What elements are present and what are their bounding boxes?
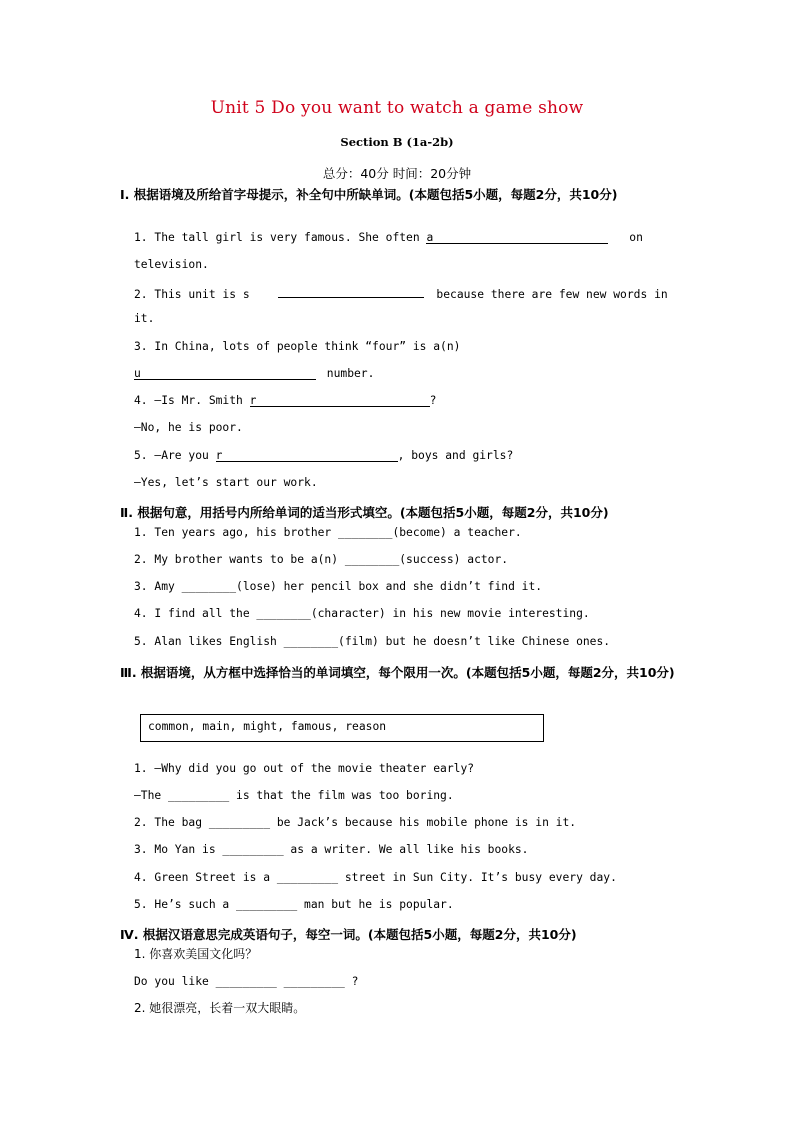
part1-q4-answer: —No, he is poor. — [134, 421, 243, 434]
part1-q3-cont — [134, 367, 374, 381]
part2-item: 2. My brother wants to be a(n) ________(success) actor. — [134, 553, 509, 566]
part3-item: —The _________ is that the film was too boring. — [134, 789, 454, 802]
word-box-text: common, main, might, famous, reason — [148, 720, 387, 733]
part1-q1 — [134, 231, 643, 245]
part3-item: 4. Green Street is a _________ street in Sun City. It’s busy every day. — [134, 871, 617, 884]
part4-q1-english: Do you like _________ _________ ? — [134, 975, 359, 988]
part2-item: 3. Amy ________(lose) her pencil box and she didn’t find it. — [134, 580, 543, 593]
part1-heading: Ⅰ. 根据语境及所给首字母提示，补全句中所缺单词。(本题包括5小题，每题2分，共10分) — [120, 187, 618, 202]
part3-item: 1. —Why did you go out of the movie theater early? — [134, 762, 475, 775]
part3-heading: Ⅲ. 根据语境，从方框中选择恰当的单词填空，每个限用一次。(本题包括5小题，每题2分，共10分) — [120, 665, 675, 680]
part4-q1-chinese: 1. 你喜欢美国文化吗？ — [134, 947, 258, 961]
q1-text: 1. The tall girl is very famous. She often — [134, 231, 427, 244]
part1-q2 — [134, 285, 668, 302]
part1-q3: 3. In China, lots of people think “four” is a(n) — [134, 340, 461, 353]
word-box — [140, 714, 544, 742]
part4-heading: Ⅳ. 根据汉语意思完成英语句子，每空一词。(本题包括5小题，每题2分，共10分) — [120, 927, 577, 942]
q3-blank: u — [134, 367, 316, 380]
part1-q1-cont: television. — [134, 258, 209, 271]
part3-item: 3. Mo Yan is _________ as a writer. We all like his books. — [134, 843, 529, 856]
q2-text: 2. This unit is s — [134, 288, 250, 301]
q2-blank — [278, 285, 424, 298]
q4-blank: r — [250, 394, 430, 407]
q5-blank: r — [216, 449, 398, 462]
section-subtitle: Section B (1a-2b) — [340, 135, 454, 149]
q1-blank: a — [426, 231, 608, 244]
part1-q4: 4. —Is Mr. Smith r ? — [134, 394, 437, 407]
q3-text-end: number. — [320, 367, 375, 380]
q2-text-end: because there are few new words in — [429, 288, 668, 301]
part2-heading: Ⅱ. 根据句意，用括号内所给单词的适当形式填空。(本题包括5小题，每题2分，共10分) — [120, 505, 609, 520]
part1-q5: 5. —Are you r , boys and girls? — [134, 449, 514, 462]
part3-item: 5. He’s such a _________ man but he is popular. — [134, 898, 454, 911]
score-time-info: 总分：40分 时间：20分钟 — [322, 166, 472, 181]
part1-q5-answer: —Yes, let’s start our work. — [134, 476, 318, 489]
part1-q2-cont: it. — [134, 312, 155, 325]
part2-item: 1. Ten years ago, his brother ________(become) a teacher. — [134, 526, 522, 539]
q1-text-end: on — [622, 231, 643, 244]
part4-q2-chinese: 2. 她很漂亮，长着一双大眼睛。 — [134, 1001, 306, 1015]
part2-item: 4. I find all the ________(character) in his new movie interesting. — [134, 607, 590, 620]
part3-item: 2. The bag _________ be Jack’s because his mobile phone is in it. — [134, 816, 577, 829]
page-title: Unit 5 Do you want to watch a game show — [210, 98, 584, 118]
part2-item: 5. Alan likes English ________(film) but he doesn’t like Chinese ones. — [134, 635, 611, 648]
